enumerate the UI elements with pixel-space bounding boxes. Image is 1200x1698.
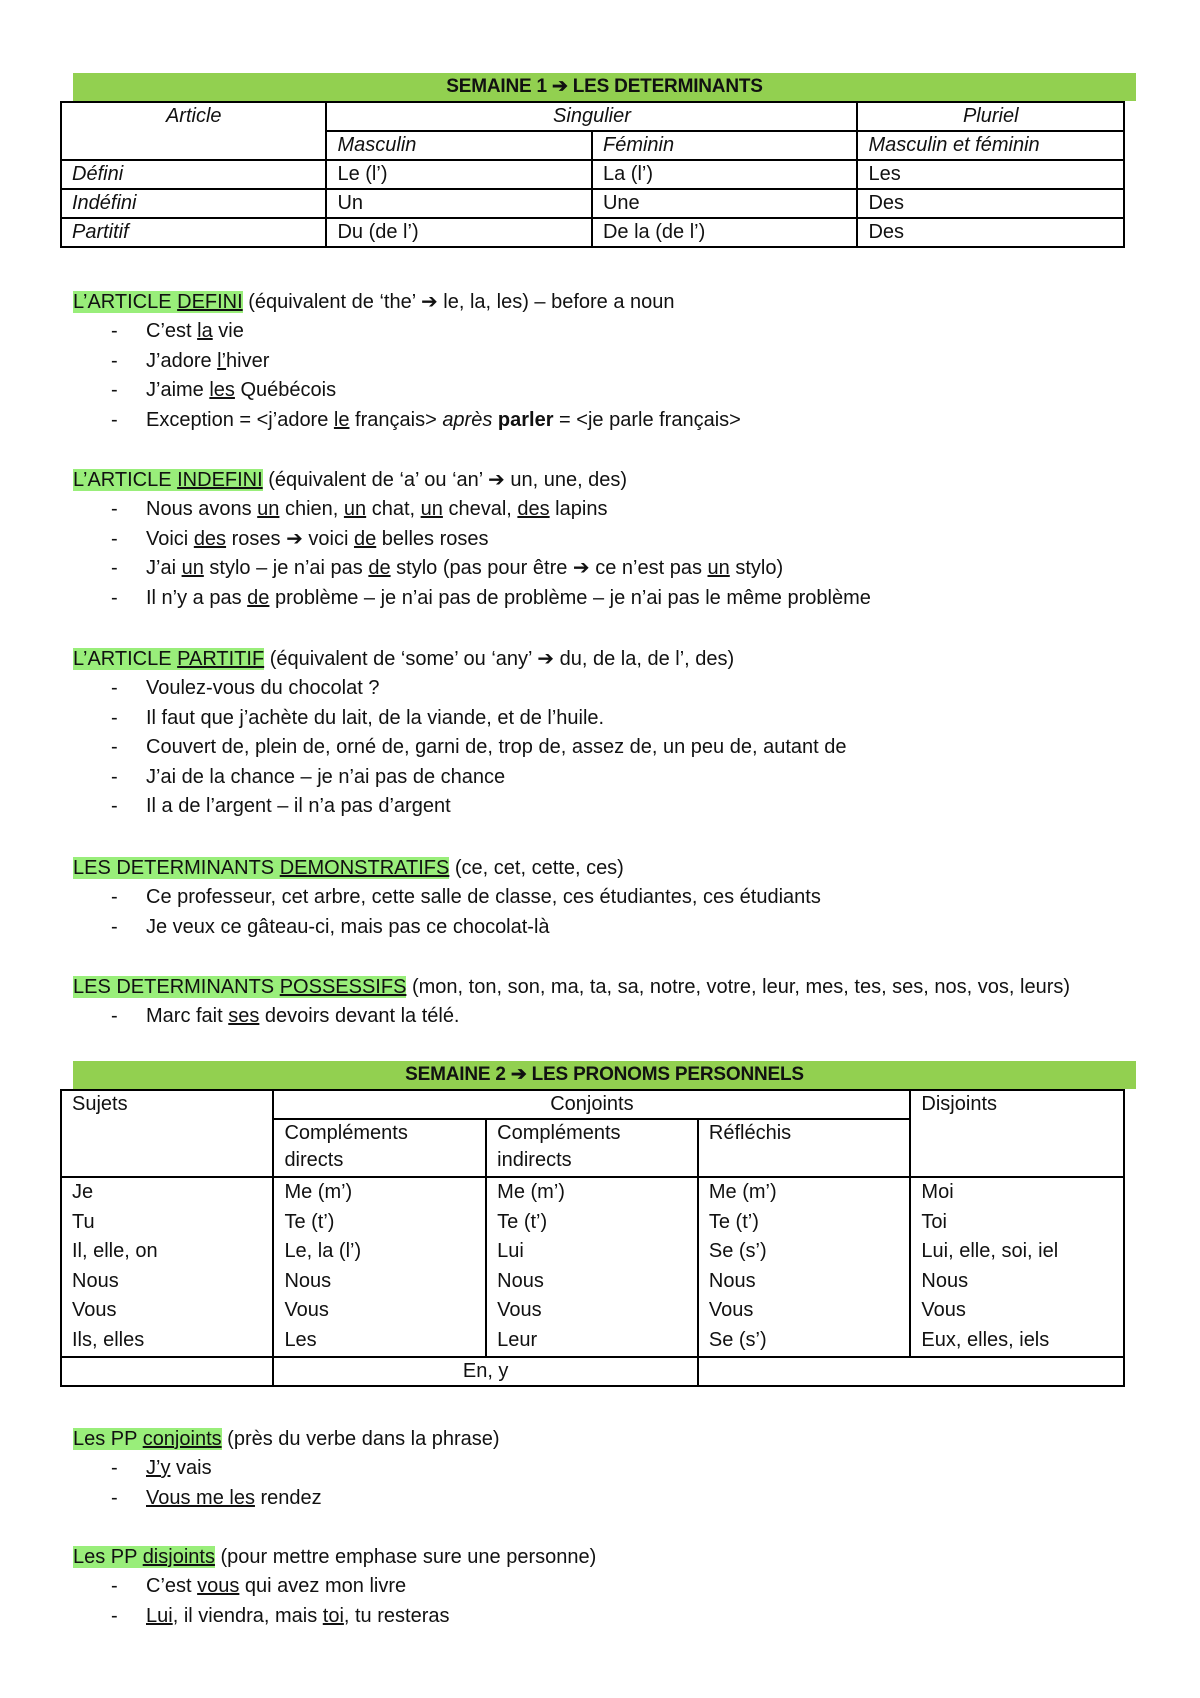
list-item: - Nous avons un chien, un chat, un cheval, des lapins bbox=[73, 495, 1173, 525]
section-heading: LES DETERMINANTS DEMONSTRATIFS (ce, cet, cette, ces) bbox=[73, 857, 624, 879]
list-item: - Ce professeur, cet arbre, cette salle de classe, ces étudiantes, ces étudiants bbox=[73, 883, 1173, 913]
header-article: Article bbox=[61, 102, 326, 160]
section-determinants-possessifs bbox=[73, 972, 1173, 1032]
section-heading: LES DETERMINANTS POSSESSIFS (mon, ton, son, ma, ta, sa, notre, votre, leur, mes, tes, ses, nos, vos, leurs) bbox=[73, 976, 1071, 998]
empty-cell bbox=[61, 1357, 273, 1386]
pronoms-table bbox=[60, 1089, 1125, 1387]
list-item: - Voici des roses ➔ voici de belles roses bbox=[73, 525, 1173, 555]
list-item: - C’est vous qui avez mon livre bbox=[73, 1572, 1173, 1602]
determinants-table bbox=[60, 101, 1125, 248]
section-heading: Les PP disjoints (pour mettre emphase sure une personne) bbox=[73, 1546, 597, 1568]
table-cell: Un bbox=[326, 189, 592, 218]
section-heading: Les PP conjoints (près du verbe dans la phrase) bbox=[73, 1428, 500, 1450]
en-y-cell: En, y bbox=[273, 1357, 697, 1386]
header-feminin: Féminin bbox=[592, 131, 857, 160]
table-cell: Des bbox=[857, 218, 1124, 247]
list-item: - Vous me les rendez bbox=[73, 1484, 1173, 1514]
header-singulier: Singulier bbox=[326, 102, 857, 131]
list-item: - Je veux ce gâteau-ci, mais pas ce chocolat-là bbox=[73, 913, 1173, 943]
table-row bbox=[61, 218, 1124, 247]
table-row bbox=[61, 189, 1124, 218]
section-heading: L’ARTICLE DEFINI (équivalent de ‘the’ ➔ le, la, les) – before a noun bbox=[73, 291, 675, 313]
list-item: - Il faut que j’achète du lait, de la viande, et de l’huile. bbox=[73, 704, 1173, 734]
column-reflechis: Me (m’) Te (t’) Se (s’) Nous Vous Se (s’) bbox=[698, 1177, 911, 1357]
header-reflechis: Réfléchis bbox=[698, 1119, 911, 1177]
table-cell: Le (l’) bbox=[326, 160, 592, 189]
list-item: - Lui, il viendra, mais toi, tu resteras bbox=[73, 1602, 1173, 1632]
list-item: - J’y vais bbox=[73, 1454, 1173, 1484]
column-complements-indirects: Me (m’) Te (t’) Lui Nous Vous Leur bbox=[486, 1177, 698, 1357]
header-complements-indirects: Compléments indirects bbox=[486, 1119, 698, 1177]
header-disjoints: Disjoints bbox=[910, 1090, 1124, 1177]
column-disjoints: Moi Toi Lui, elle, soi, iel Nous Vous Eux, elles, iels bbox=[910, 1177, 1124, 1357]
list-item: - Il n’y a pas de problème – je n’ai pas de problème – je n’ai pas le même problème bbox=[73, 584, 1173, 614]
table-cell: La (l’) bbox=[592, 160, 857, 189]
section-heading: L’ARTICLE PARTITIF (équivalent de ‘some’ ou ‘any’ ➔ du, de la, de l’, des) bbox=[73, 648, 735, 670]
empty-cell bbox=[698, 1357, 1124, 1386]
list-item: - C’est la vie bbox=[73, 317, 1173, 347]
list-item: - J’adore l’hiver bbox=[73, 347, 1173, 377]
section-pp-conjoints bbox=[73, 1424, 1173, 1513]
header-sujets: Sujets bbox=[61, 1090, 273, 1177]
table-row bbox=[61, 160, 1124, 189]
list-item: - Couvert de, plein de, orné de, garni de, trop de, assez de, un peu de, autant de bbox=[73, 733, 1173, 763]
list-item: - J’ai de la chance – je n’ai pas de chance bbox=[73, 763, 1173, 793]
list-item: - Marc fait ses devoirs devant la télé. bbox=[73, 1002, 1173, 1032]
table-cell: De la (de l’) bbox=[592, 218, 857, 247]
header-pluriel: Pluriel bbox=[857, 102, 1124, 131]
section-heading: L’ARTICLE INDEFINI (équivalent de ‘a’ ou ‘an’ ➔ un, une, des) bbox=[73, 469, 628, 491]
section-determinants-demonstratifs bbox=[73, 853, 1173, 942]
row-label: Indéfini bbox=[61, 189, 326, 218]
header-conjoints: Conjoints bbox=[273, 1090, 910, 1119]
table-cell: Une bbox=[592, 189, 857, 218]
section-article-partitif bbox=[73, 644, 1173, 822]
row-label: Partitif bbox=[61, 218, 326, 247]
header-masc-fem: Masculin et féminin bbox=[857, 131, 1124, 160]
table-cell: Du (de l’) bbox=[326, 218, 592, 247]
list-item: - Il a de l’argent – il n’a pas d’argent bbox=[73, 792, 1173, 822]
column-complements-directs: Me (m’) Te (t’) Le, la (l’) Nous Vous Les bbox=[273, 1177, 486, 1357]
header-complements-directs: Compléments directs bbox=[273, 1119, 486, 1177]
week1-banner: SEMAINE 1 ➔ LES DETERMINANTS bbox=[73, 73, 1136, 101]
list-item: - J’ai un stylo – je n’ai pas de stylo (pas pour être ➔ ce n’est pas un stylo) bbox=[73, 554, 1173, 584]
column-sujets: Je Tu Il, elle, on Nous Vous Ils, elles bbox=[61, 1177, 273, 1357]
row-label: Défini bbox=[61, 160, 326, 189]
table-cell: Les bbox=[857, 160, 1124, 189]
week2-banner: SEMAINE 2 ➔ LES PRONOMS PERSONNELS bbox=[73, 1061, 1136, 1089]
section-article-indefini bbox=[73, 465, 1173, 613]
list-item: - Exception = <j’adore le français> après parler = <je parle français> bbox=[73, 406, 1173, 436]
section-article-defini bbox=[73, 287, 1173, 435]
header-masculin: Masculin bbox=[326, 131, 592, 160]
list-item: - Voulez-vous du chocolat ? bbox=[73, 674, 1173, 704]
table-cell: Des bbox=[857, 189, 1124, 218]
list-item: - J’aime les Québécois bbox=[73, 376, 1173, 406]
section-pp-disjoints bbox=[73, 1542, 1173, 1631]
